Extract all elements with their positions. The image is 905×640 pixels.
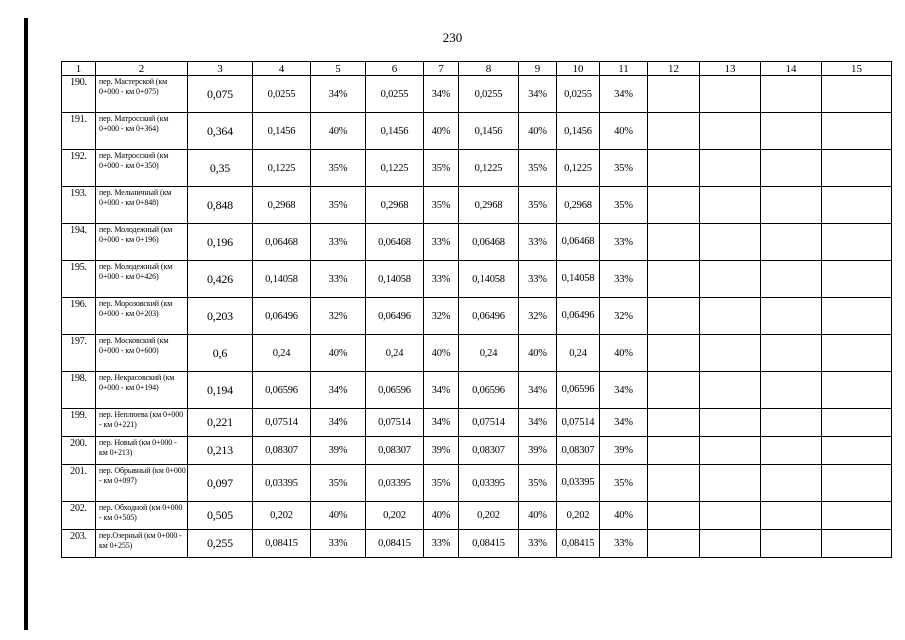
cell-col-10: 0,06468 — [557, 224, 600, 261]
cell-col-1: 201. — [62, 465, 96, 502]
cell-col-12 — [648, 502, 700, 530]
cell-col-4: 0,06468 — [253, 224, 311, 261]
cell-col-5: 40% — [311, 502, 366, 530]
cell-col-3: 0,848 — [188, 187, 253, 224]
binding-margin-line — [24, 18, 28, 630]
cell-col-10: 0,06596 — [557, 372, 600, 409]
cell-col-9: 32% — [519, 298, 557, 335]
cell-col-14 — [761, 298, 822, 335]
cell-col-13 — [700, 465, 761, 502]
cell-col-15 — [822, 437, 892, 465]
column-header-6: 6 — [366, 62, 424, 76]
cell-col-5: 33% — [311, 530, 366, 558]
cell-col-12 — [648, 261, 700, 298]
cell-col-6: 0,08307 — [366, 437, 424, 465]
page-number: 230 — [442, 30, 463, 45]
cell-col-11: 33% — [600, 261, 648, 298]
table-row — [62, 465, 892, 502]
cell-col-10: 0,2968 — [557, 187, 600, 224]
table-row — [62, 261, 892, 298]
cell-col-7: 35% — [424, 187, 459, 224]
cell-col-8: 0,07514 — [459, 409, 519, 437]
cell-col-7: 35% — [424, 150, 459, 187]
cell-col-9: 34% — [519, 409, 557, 437]
cell-col-15 — [822, 409, 892, 437]
column-header-9: 9 — [519, 62, 557, 76]
cell-col-12 — [648, 437, 700, 465]
cell-col-3: 0,221 — [188, 409, 253, 437]
cell-col-14 — [761, 335, 822, 372]
cell-col-4: 0,1225 — [253, 150, 311, 187]
cell-col-9: 35% — [519, 187, 557, 224]
cell-col-2: пер. Обрывный (км 0+000 - км 0+097) — [96, 465, 188, 502]
cell-col-2: пер. Некрасовский (км 0+000 - км 0+194) — [96, 372, 188, 409]
table-row — [62, 372, 892, 409]
column-header-2: 2 — [96, 62, 188, 76]
cell-col-2: пер. Морозовский (км 0+000 - км 0+203) — [96, 298, 188, 335]
cell-col-5: 35% — [311, 187, 366, 224]
cell-col-2: пер. Новый (км 0+000 - км 0+213) — [96, 437, 188, 465]
cell-col-7: 34% — [424, 76, 459, 113]
cell-col-9: 33% — [519, 261, 557, 298]
column-header-11: 11 — [600, 62, 648, 76]
column-header-1: 1 — [62, 62, 96, 76]
cell-col-1: 193. — [62, 187, 96, 224]
cell-col-11: 35% — [600, 465, 648, 502]
cell-col-6: 0,202 — [366, 502, 424, 530]
cell-col-10: 0,14058 — [557, 261, 600, 298]
cell-col-13 — [700, 150, 761, 187]
cell-col-2: пер. Молодежный (км 0+000 - км 0+196) — [96, 224, 188, 261]
cell-col-15 — [822, 113, 892, 150]
cell-col-10: 0,202 — [557, 502, 600, 530]
cell-col-8: 0,06468 — [459, 224, 519, 261]
cell-col-3: 0,6 — [188, 335, 253, 372]
cell-col-10: 0,24 — [557, 335, 600, 372]
cell-col-13 — [700, 298, 761, 335]
cell-col-15 — [822, 187, 892, 224]
cell-col-6: 0,08415 — [366, 530, 424, 558]
cell-col-7: 35% — [424, 465, 459, 502]
cell-col-13 — [700, 187, 761, 224]
cell-col-14 — [761, 113, 822, 150]
cell-col-9: 40% — [519, 335, 557, 372]
cell-col-13 — [700, 530, 761, 558]
cell-col-14 — [761, 502, 822, 530]
cell-col-13 — [700, 335, 761, 372]
cell-col-11: 32% — [600, 298, 648, 335]
cell-col-10: 0,0255 — [557, 76, 600, 113]
cell-col-15 — [822, 261, 892, 298]
cell-col-14 — [761, 465, 822, 502]
cell-col-2: пер. Мельничный (км 0+000 - км 0+848) — [96, 187, 188, 224]
cell-col-11: 33% — [600, 530, 648, 558]
cell-col-4: 0,07514 — [253, 409, 311, 437]
cell-col-6: 0,0255 — [366, 76, 424, 113]
table-row — [62, 298, 892, 335]
cell-col-4: 0,08307 — [253, 437, 311, 465]
cell-col-8: 0,08415 — [459, 530, 519, 558]
cell-col-5: 34% — [311, 76, 366, 113]
cell-col-1: 195. — [62, 261, 96, 298]
cell-col-10: 0,1225 — [557, 150, 600, 187]
cell-col-9: 33% — [519, 224, 557, 261]
cell-col-14 — [761, 530, 822, 558]
cell-col-4: 0,0255 — [253, 76, 311, 113]
cell-col-14 — [761, 76, 822, 113]
cell-col-6: 0,24 — [366, 335, 424, 372]
cell-col-3: 0,075 — [188, 76, 253, 113]
column-header-14: 14 — [761, 62, 822, 76]
cell-col-5: 40% — [311, 113, 366, 150]
cell-col-10: 0,08415 — [557, 530, 600, 558]
table-row — [62, 335, 892, 372]
cell-col-12 — [648, 372, 700, 409]
cell-col-7: 33% — [424, 261, 459, 298]
column-header-5: 5 — [311, 62, 366, 76]
cell-col-6: 0,14058 — [366, 261, 424, 298]
cell-col-14 — [761, 409, 822, 437]
cell-col-5: 40% — [311, 335, 366, 372]
cell-col-13 — [700, 261, 761, 298]
cell-col-12 — [648, 298, 700, 335]
cell-col-5: 39% — [311, 437, 366, 465]
cell-col-3: 0,213 — [188, 437, 253, 465]
cell-col-15 — [822, 298, 892, 335]
cell-col-6: 0,06468 — [366, 224, 424, 261]
table-row — [62, 224, 892, 261]
cell-col-8: 0,08307 — [459, 437, 519, 465]
cell-col-7: 40% — [424, 113, 459, 150]
cell-col-14 — [761, 150, 822, 187]
cell-col-8: 0,06496 — [459, 298, 519, 335]
cell-col-12 — [648, 150, 700, 187]
cell-col-2: пер. Молодежный (км 0+000 - км 0+426) — [96, 261, 188, 298]
cell-col-3: 0,097 — [188, 465, 253, 502]
cell-col-10: 0,08307 — [557, 437, 600, 465]
table-row — [62, 113, 892, 150]
cell-col-13 — [700, 409, 761, 437]
cell-col-9: 40% — [519, 502, 557, 530]
cell-col-11: 35% — [600, 187, 648, 224]
cell-col-4: 0,06496 — [253, 298, 311, 335]
cell-col-3: 0,35 — [188, 150, 253, 187]
cell-col-13 — [700, 502, 761, 530]
cell-col-1: 196. — [62, 298, 96, 335]
data-table — [61, 61, 892, 558]
cell-col-1: 190. — [62, 76, 96, 113]
cell-col-12 — [648, 335, 700, 372]
cell-col-5: 34% — [311, 409, 366, 437]
cell-col-1: 197. — [62, 335, 96, 372]
cell-col-10: 0,07514 — [557, 409, 600, 437]
table-row — [62, 502, 892, 530]
cell-col-7: 40% — [424, 335, 459, 372]
cell-col-7: 33% — [424, 224, 459, 261]
column-header-12: 12 — [648, 62, 700, 76]
cell-col-8: 0,202 — [459, 502, 519, 530]
cell-col-3: 0,426 — [188, 261, 253, 298]
header-row — [62, 62, 892, 76]
cell-col-4: 0,06596 — [253, 372, 311, 409]
cell-col-4: 0,03395 — [253, 465, 311, 502]
cell-col-12 — [648, 113, 700, 150]
cell-col-2: пер. Обходной (км 0+000 - км 0+505) — [96, 502, 188, 530]
cell-col-1: 194. — [62, 224, 96, 261]
cell-col-9: 34% — [519, 76, 557, 113]
cell-col-6: 0,2968 — [366, 187, 424, 224]
cell-col-9: 34% — [519, 372, 557, 409]
cell-col-5: 34% — [311, 372, 366, 409]
column-header-7: 7 — [424, 62, 459, 76]
cell-col-10: 0,1456 — [557, 113, 600, 150]
cell-col-9: 33% — [519, 530, 557, 558]
table-body — [62, 76, 892, 558]
cell-col-3: 0,364 — [188, 113, 253, 150]
cell-col-13 — [700, 437, 761, 465]
cell-col-3: 0,203 — [188, 298, 253, 335]
column-header-10: 10 — [557, 62, 600, 76]
cell-col-3: 0,196 — [188, 224, 253, 261]
cell-col-2: пер. Матросский (км 0+000 - км 0+350) — [96, 150, 188, 187]
cell-col-1: 199. — [62, 409, 96, 437]
cell-col-2: пер. Неплюева (км 0+000 - км 0+221) — [96, 409, 188, 437]
cell-col-11: 40% — [600, 502, 648, 530]
cell-col-9: 35% — [519, 150, 557, 187]
cell-col-11: 33% — [600, 224, 648, 261]
table-row — [62, 150, 892, 187]
cell-col-1: 203. — [62, 530, 96, 558]
cell-col-4: 0,202 — [253, 502, 311, 530]
table-row — [62, 437, 892, 465]
cell-col-7: 34% — [424, 372, 459, 409]
cell-col-8: 0,03395 — [459, 465, 519, 502]
cell-col-4: 0,1456 — [253, 113, 311, 150]
cell-col-11: 34% — [600, 409, 648, 437]
cell-col-8: 0,0255 — [459, 76, 519, 113]
cell-col-12 — [648, 530, 700, 558]
cell-col-11: 35% — [600, 150, 648, 187]
table-row — [62, 530, 892, 558]
cell-col-14 — [761, 261, 822, 298]
cell-col-6: 0,06596 — [366, 372, 424, 409]
cell-col-2: пер. Мастерской (км 0+000 - км 0+075) — [96, 76, 188, 113]
cell-col-10: 0,03395 — [557, 465, 600, 502]
cell-col-12 — [648, 409, 700, 437]
cell-col-10: 0,06496 — [557, 298, 600, 335]
cell-col-6: 0,07514 — [366, 409, 424, 437]
cell-col-5: 33% — [311, 261, 366, 298]
cell-col-1: 198. — [62, 372, 96, 409]
cell-col-4: 0,08415 — [253, 530, 311, 558]
column-header-13: 13 — [700, 62, 761, 76]
cell-col-5: 35% — [311, 465, 366, 502]
cell-col-3: 0,255 — [188, 530, 253, 558]
column-header-15: 15 — [822, 62, 892, 76]
cell-col-3: 0,194 — [188, 372, 253, 409]
cell-col-8: 0,2968 — [459, 187, 519, 224]
cell-col-12 — [648, 187, 700, 224]
cell-col-5: 33% — [311, 224, 366, 261]
cell-col-11: 34% — [600, 372, 648, 409]
cell-col-9: 39% — [519, 437, 557, 465]
cell-col-15 — [822, 335, 892, 372]
cell-col-12 — [648, 224, 700, 261]
cell-col-1: 192. — [62, 150, 96, 187]
cell-col-6: 0,1456 — [366, 113, 424, 150]
cell-col-6: 0,1225 — [366, 150, 424, 187]
cell-col-11: 40% — [600, 335, 648, 372]
cell-col-14 — [761, 187, 822, 224]
cell-col-5: 35% — [311, 150, 366, 187]
cell-col-8: 0,06596 — [459, 372, 519, 409]
cell-col-13 — [700, 113, 761, 150]
cell-col-15 — [822, 502, 892, 530]
cell-col-1: 200. — [62, 437, 96, 465]
cell-col-7: 33% — [424, 530, 459, 558]
cell-col-4: 0,14058 — [253, 261, 311, 298]
cell-col-11: 39% — [600, 437, 648, 465]
cell-col-13 — [700, 76, 761, 113]
cell-col-4: 0,2968 — [253, 187, 311, 224]
cell-col-11: 34% — [600, 76, 648, 113]
cell-col-15 — [822, 465, 892, 502]
cell-col-11: 40% — [600, 113, 648, 150]
cell-col-7: 40% — [424, 502, 459, 530]
cell-col-15 — [822, 224, 892, 261]
table-row — [62, 409, 892, 437]
table-header — [62, 62, 892, 76]
cell-col-2: пер.Озерный (км 0+000 - км 0+255) — [96, 530, 188, 558]
cell-col-3: 0,505 — [188, 502, 253, 530]
column-header-8: 8 — [459, 62, 519, 76]
cell-col-14 — [761, 372, 822, 409]
cell-col-7: 32% — [424, 298, 459, 335]
table-row — [62, 187, 892, 224]
cell-col-8: 0,1225 — [459, 150, 519, 187]
cell-col-5: 32% — [311, 298, 366, 335]
cell-col-7: 39% — [424, 437, 459, 465]
cell-col-4: 0,24 — [253, 335, 311, 372]
cell-col-8: 0,24 — [459, 335, 519, 372]
cell-col-1: 191. — [62, 113, 96, 150]
cell-col-13 — [700, 372, 761, 409]
cell-col-9: 35% — [519, 465, 557, 502]
cell-col-15 — [822, 150, 892, 187]
cell-col-6: 0,03395 — [366, 465, 424, 502]
cell-col-6: 0,06496 — [366, 298, 424, 335]
cell-col-2: пер. Московский (км 0+000 - км 0+600) — [96, 335, 188, 372]
cell-col-13 — [700, 224, 761, 261]
cell-col-9: 40% — [519, 113, 557, 150]
cell-col-14 — [761, 437, 822, 465]
cell-col-8: 0,1456 — [459, 113, 519, 150]
cell-col-2: пер. Матросский (км 0+000 - км 0+364) — [96, 113, 188, 150]
cell-col-15 — [822, 372, 892, 409]
cell-col-8: 0,14058 — [459, 261, 519, 298]
cell-col-14 — [761, 224, 822, 261]
cell-col-15 — [822, 76, 892, 113]
cell-col-7: 34% — [424, 409, 459, 437]
cell-col-12 — [648, 76, 700, 113]
cell-col-12 — [648, 465, 700, 502]
column-header-4: 4 — [253, 62, 311, 76]
cell-col-1: 202. — [62, 502, 96, 530]
table-row — [62, 76, 892, 113]
column-header-3: 3 — [188, 62, 253, 76]
cell-col-15 — [822, 530, 892, 558]
